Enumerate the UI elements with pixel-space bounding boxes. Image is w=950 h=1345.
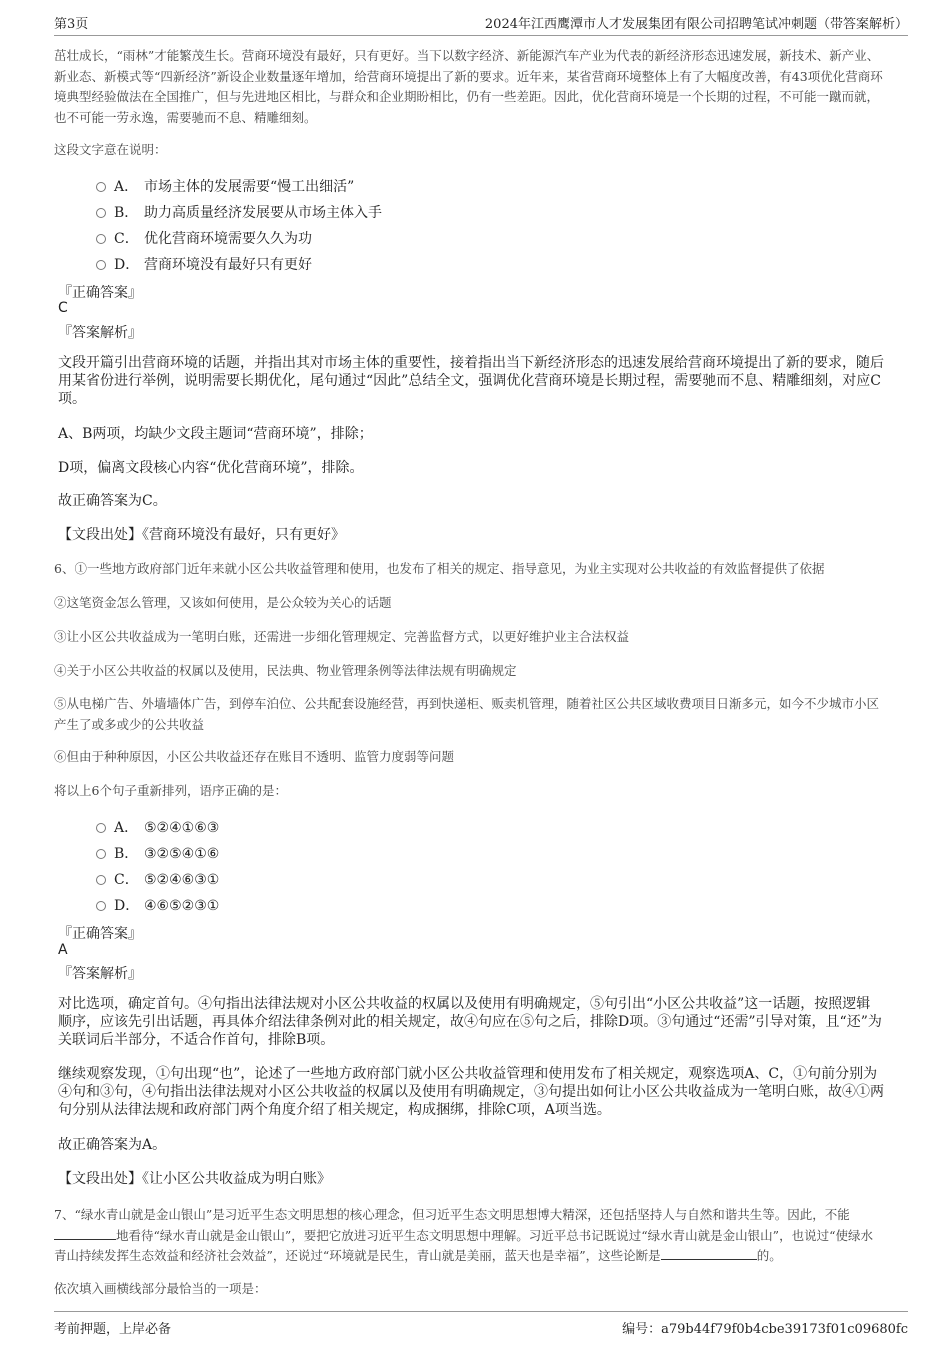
q6-sentence-2: ②这笔资金怎么管理，又该如何使用，是公众较为关心的话题 [54, 595, 392, 610]
q6-sentence-4: ④关于小区公共收益的权属以及使用，民法典、物业管理条例等法律法规有明确规定 [54, 663, 517, 678]
q6-sentence-5: ⑤从电梯广告、外墙墙体广告，到停车泊位、公共配套设施经营，再到快递柜、贩卖机管理，随着社区公共区域收费项目日渐多元，如今不少城市小区产生了或多或少的公共收益 [54, 696, 880, 732]
fill-blank-2[interactable] [661, 1248, 757, 1260]
radio-icon[interactable] [96, 901, 106, 911]
q5-analysis-p2: A、B两项，均缺少文段主题词“营商环境”，排除； [58, 426, 373, 442]
q5-answer-label: 『正确答案』 [58, 285, 142, 301]
q5-option-d[interactable]: D． 营商环境没有最好只有更好 [96, 254, 312, 274]
document-id: 编号：a79b44f79f0b4cbe39173f01c09680fc [622, 1322, 908, 1337]
radio-icon[interactable] [96, 823, 106, 833]
q5-answer: C [58, 300, 68, 316]
radio-icon[interactable] [96, 260, 106, 270]
q6-answer-label: 『正确答案』 [58, 926, 142, 942]
q5-analysis-p4: 故正确答案为C。 [58, 493, 167, 509]
q5-option-b[interactable]: B． 助力高质量经济发展要从市场主体入手 [96, 202, 382, 222]
q5-analysis-label: 『答案解析』 [58, 325, 142, 341]
page-header [54, 8, 908, 36]
footer-slogan: 考前押题，上岸必备 [54, 1322, 172, 1337]
q6-option-b[interactable]: B． ③②⑤④①⑥ [96, 843, 219, 863]
radio-icon[interactable] [96, 208, 106, 218]
q6-sentence-6: ⑥但由于种种原因，小区公共收益还存在账目不透明、监管力度弱等问题 [54, 749, 455, 764]
q7-stem: 依次填入画横线部分最恰当的一项是： [54, 1281, 267, 1296]
page-footer [54, 1311, 908, 1339]
q5-analysis-p1: 文段开篇引出营商环境的话题，并指出其对市场主体的重要性，接着指出当下新经济形态的迅速发展给营商环境提出了新的要求，随后用某省份进行举例，说明需要长期优化，尾句通过“因此”总结全文，强调优化营商环境是长期过程，需要驰而不息、精雕细刻，对应C项。 [58, 355, 884, 407]
q6-answer: A [58, 942, 68, 958]
q6-sentence-3: ③让小区公共收益成为一笔明白账，还需进一步细化管理规定、完善监督方式，以更好维护业主合法权益 [54, 629, 630, 644]
q6-analysis-p2: 继续观察发现，①句出现“也”，论述了一些地方政府部门就小区公共收益管理和使用发布了相关规定，观察选项A、C，①句前分别为④句和③句，④句指出法律法规对小区公共收益的权属以及使用有明确规定，③句提出如何让小区公共收益成为一笔明白账，故④①两句分别从法律法规和政府部门两个角度介绍了相关规定，构成捆绑，排除C项，A项当选。 [58, 1066, 884, 1118]
fill-blank-1[interactable] [54, 1228, 116, 1240]
q6-analysis-p3: 故正确答案为A。 [58, 1137, 167, 1153]
q6-stem: 将以上6个句子重新排列，语序正确的是： [54, 783, 287, 798]
page-number: 第3页 [54, 17, 89, 32]
radio-icon[interactable] [96, 849, 106, 859]
q6-source: 【文段出处】《让小区公共收益成为明白账》 [58, 1171, 331, 1187]
q5-option-a[interactable]: A． 市场主体的发展需要“慢工出细活” [96, 176, 354, 196]
q6-option-c[interactable]: C． ⑤②④⑥③① [96, 869, 219, 889]
radio-icon[interactable] [96, 875, 106, 885]
document-title: 2024年江西鹰潭市人才发展集团有限公司招聘笔试冲刺题（带答案解析） [484, 17, 908, 32]
q5-source: 【文段出处】《营商环境没有最好，只有更好》 [58, 527, 345, 543]
q5-stem: 这段文字意在说明： [54, 142, 167, 157]
q5-passage: 茁壮成长，“雨林”才能繁茂生长。营商环境没有最好，只有更好。当下以数字经济、新能源汽车产业为代表的新经济形态迅速发展，新技术、新产业、新业态、新模式等“四新经济”新设企业数量逐年增加，给营商环境提出了新的要求。近年来，某省营商环境整体上有了大幅度改善，有43项优化营商环境典型经验做法在全国推广，但与先进地区相比，与群众和企业期盼相比，仍有一些差距。因此，优化营商环境是一个长期的过程，不可能一蹴而就，也不可能一劳永逸，需要驰而不息、精雕细刻。 [54, 48, 883, 125]
q6-analysis-label: 『答案解析』 [58, 966, 142, 982]
radio-icon[interactable] [96, 234, 106, 244]
q5-analysis-p3: D项，偏离文段核心内容“优化营商环境”，排除。 [58, 460, 364, 476]
q6-sentence-1: 6、①一些地方政府部门近年来就小区公共收益管理和使用，也发布了相关的规定、指导意见，为业主实现对公共收益的有效监督提供了依据 [54, 561, 825, 576]
radio-icon[interactable] [96, 182, 106, 192]
q5-option-c[interactable]: C． 优化营商环境需要久久为功 [96, 228, 312, 248]
q7-passage: 7、“绿水青山就是金山银山”是习近平生态文明思想的核心理念，但习近平生态文明思想博大精深，还包括坚持人与自然和谐共生等。因此，不能地看待“绿水青山就是金山银山”，要把它放进习近平生态文明思想中理解。习近平总书记既说过“绿水青山就是金山银山”，也说过“使绿水青山持续发挥生态效益和经济社会效益”，还说过“环境就是民生，青山就是美丽，蓝天也是幸福”，这些论断是 的。 [54, 1207, 873, 1263]
q6-option-a[interactable]: A． ⑤②④①⑥③ [96, 817, 219, 837]
q6-option-d[interactable]: D． ④⑥⑤②③① [96, 895, 219, 915]
q6-analysis-p1: 对比选项，确定首句。④句指出法律法规对小区公共收益的权属以及使用有明确规定，⑤句引出“小区公共收益”这一话题，按照逻辑顺序，应该先引出话题，再具体介绍法律条例对此的相关规定，故④句应在⑤句之后，排除D项。③句通过“还需”引导对策，且“还”为关联词后半部分，不适合作首句，排除B项。 [58, 996, 882, 1048]
